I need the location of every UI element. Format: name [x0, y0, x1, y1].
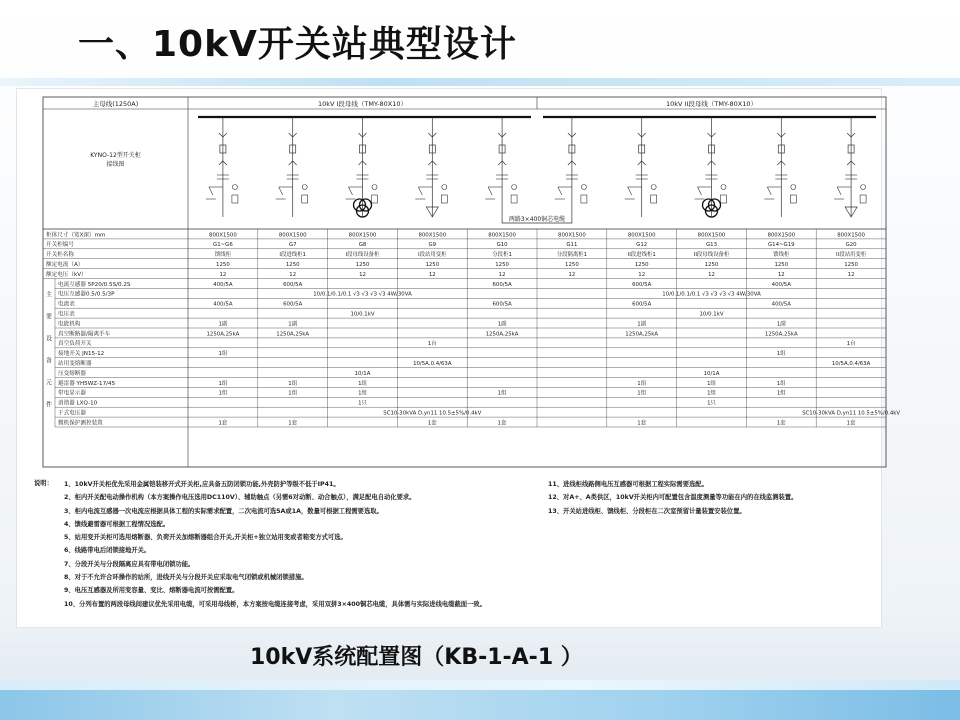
- table-cell: 1副: [218, 321, 228, 328]
- table-cell: 1组: [218, 390, 228, 397]
- table-cell: 1套: [218, 420, 228, 427]
- row-label: 电流互感器 5P20/0.5S/0.2S: [58, 281, 131, 288]
- table-cell: 10/0.1kV: [699, 311, 724, 318]
- table-cell: 1副: [637, 321, 647, 328]
- earth-switch-symbol: [209, 187, 213, 195]
- group-label-char: 设: [45, 335, 53, 343]
- table-cell: 1组: [776, 390, 786, 397]
- indicator-symbol: [512, 185, 517, 190]
- table-cell: 800X1500: [348, 232, 377, 239]
- table-cell: 12: [359, 271, 366, 278]
- table-cell: 1套: [497, 420, 507, 427]
- table-cell: 800X1500: [697, 232, 726, 239]
- table-cell: G9: [428, 242, 437, 249]
- table-cell: I段母线设备柜: [345, 252, 380, 259]
- earth-switch-symbol: [767, 187, 771, 195]
- table-cell: 800X1500: [767, 232, 796, 239]
- group-label-char: 元: [45, 379, 53, 387]
- earth-switch-symbol: [837, 187, 841, 195]
- group-label-char: 备: [45, 357, 53, 365]
- table-cell: 12: [428, 271, 436, 278]
- table-cell: G13: [705, 242, 718, 249]
- notes-block: [30, 478, 870, 618]
- table-cell: 1台: [427, 341, 437, 348]
- table-cell: 400/5A: [771, 281, 791, 288]
- table-cell: 12: [708, 271, 715, 278]
- table-cell: 1250: [285, 262, 300, 268]
- slide-title: 一、10kV开关站典型设计: [78, 24, 517, 65]
- table-cell: 1只: [358, 400, 367, 407]
- table-cell: G14~G19: [768, 242, 795, 249]
- table-cell: 800X1500: [209, 232, 237, 239]
- table-cell: 1组: [358, 390, 367, 397]
- note-item: 1、10kV开关柜优先采用金属铠装移开式开关柜,应具备五防闭锁功能,外壳防护等级不低于IP41。: [64, 481, 340, 488]
- row-label: 压变熔断器: [58, 370, 86, 377]
- indicator-symbol: [651, 185, 656, 190]
- row-label: 消谐器 LXQ-10: [58, 400, 98, 407]
- earth-switch-symbol: [279, 187, 283, 195]
- table-cell: 10/0.1/0.1/0.1 √3 √3 √3 √3 4W/30VA: [662, 291, 761, 298]
- table-cell: 1250: [355, 262, 370, 268]
- table-cell: 12: [847, 271, 855, 278]
- table-cell: G10: [496, 242, 508, 249]
- table-cell: 400/5A: [213, 281, 233, 288]
- table-cell: 600/5A: [632, 281, 652, 288]
- table-cell: 1组: [707, 390, 716, 397]
- note-item: 9、电压互感器及所用变容量、变比、熔断器电流可按需配置。: [64, 587, 239, 595]
- note-item: 5、站用变开关柜可选用熔断器、负荷开关加熔断器组合开关,开关柜+独立站用变或者箱变方式可选。: [64, 534, 347, 542]
- table-cell: SC10-30kVA D,yn11 10.5±5%/0.4kV: [802, 410, 901, 417]
- table-cell: G12: [636, 242, 648, 249]
- earth-switch-symbol: [418, 187, 422, 195]
- main-bus-label: 主母线(1250A): [92, 100, 139, 108]
- indicator-symbol: [861, 185, 866, 190]
- table-cell: 800X1500: [488, 232, 516, 239]
- table-cell: 1组: [218, 351, 228, 358]
- table-cell: 600/5A: [492, 301, 512, 308]
- bus2-label: 10kV II段母线（TMY-80X10）: [666, 100, 757, 108]
- table-cell: 400/5A: [771, 301, 791, 308]
- table-cell: 1250A,25kA: [276, 331, 310, 338]
- table-cell: G8: [358, 242, 367, 249]
- table-cell: 800X1500: [278, 232, 307, 239]
- row-label: 干式电压器: [58, 410, 86, 417]
- footer-bar: [0, 690, 960, 720]
- table-cell: 1组: [288, 390, 298, 397]
- note-item: 3、柜内电流互感器一次电流应根据具体工程的实际需求配置，二次电流可选5A或1A，数量可根据工程需要选取。: [64, 507, 383, 515]
- table-cell: 12: [289, 271, 297, 278]
- table-cell: 12: [219, 271, 227, 278]
- table-cell: 1组: [637, 380, 647, 387]
- table-cell: 1250: [844, 262, 858, 268]
- row-label: 开关柜编号: [46, 242, 74, 249]
- row-label: 柜体尺寸（宽X深）mm: [46, 232, 106, 239]
- table-cell: 10/1A: [703, 370, 720, 377]
- footer-accent-bar: [0, 680, 960, 690]
- arrester-symbol: [651, 195, 657, 203]
- bus1-label: 10kV I段母线（TMY-80X10）: [317, 100, 408, 108]
- earth-switch-symbol: [488, 187, 492, 195]
- table-cell: 10/0.1/0.1/0.1 √3 √3 √3 √3 4W/30VA: [313, 291, 412, 298]
- table-cell: II段站用变柜: [836, 252, 867, 259]
- indicator-symbol: [232, 185, 237, 190]
- earth-switch-symbol: [628, 187, 632, 195]
- row-label: 带电显示器: [58, 390, 86, 397]
- row-label: 真空断路器/隔离手车: [58, 331, 111, 338]
- table-cell: 10/1A: [354, 370, 371, 377]
- table-cell: 1250: [774, 262, 789, 268]
- table-cell: G11: [566, 242, 578, 249]
- table-cell: 1组: [288, 380, 298, 387]
- table-cell: 12: [638, 271, 646, 278]
- note-item: 13、开关站进线柜、馈线柜、分段柜在二次室预留计量装置安装位置。: [548, 507, 746, 515]
- indicator-symbol: [302, 185, 307, 190]
- row-label: 额定电流（A）: [46, 262, 84, 268]
- table-cell: 10/0.1kV: [350, 311, 375, 318]
- table-cell: 1250: [425, 262, 440, 268]
- arrester-symbol: [790, 195, 796, 203]
- table-cell: II段母线设备柜: [693, 252, 730, 259]
- table-cell: 1组: [776, 351, 786, 358]
- notes-right-column: [548, 478, 868, 518]
- row-label: 避雷器 YH5WZ-17/45: [58, 380, 116, 387]
- table-cell: 1组: [358, 380, 367, 387]
- note-item: 6、线路带电后闭锁接地开关。: [64, 547, 151, 555]
- table-cell: 10/5A,0.4/63A: [413, 361, 452, 367]
- indicator-symbol: [581, 185, 586, 190]
- table-cell: 600/5A: [632, 301, 652, 308]
- arrester-symbol: [372, 195, 378, 203]
- table-cell: 800X1500: [627, 232, 656, 239]
- table-cell: 1250: [565, 262, 579, 268]
- indicator-symbol: [442, 185, 447, 190]
- table-cell: 1套: [637, 420, 647, 427]
- row-label: 电能机构: [58, 321, 81, 328]
- table-cell: 1250A,25kA: [625, 331, 659, 338]
- table-cell: 1250A,25kA: [206, 331, 240, 338]
- note-item: 7、分段开关与分段隔离应具有带电闭锁功能。: [64, 560, 195, 568]
- table-cell: 12: [498, 271, 506, 278]
- table-cell: 1250A,25kA: [485, 331, 519, 338]
- table-cell: 10/5A,0.4/63A: [831, 361, 871, 367]
- row-label: 电压互感器0.5/0.5/3P: [58, 291, 115, 298]
- table-cell: 1副: [497, 321, 507, 328]
- figure-caption: 10kV系统配置图（KB-1-A-1 ）: [250, 645, 583, 670]
- table-cell: 1组: [707, 380, 716, 387]
- table-cell: 800X1500: [558, 232, 586, 239]
- cable-label: 两路3×400铜芯电缆: [508, 216, 566, 223]
- note-item: 12、对A+、A类供区，10kV开关柜内可配置包含温度测量等功能在内的在线监测装置。: [548, 494, 798, 502]
- table-cell: 分段柜1: [492, 252, 512, 259]
- table-cell: G20: [845, 242, 857, 249]
- row-label: 真空负荷开关: [58, 341, 92, 348]
- row-label: 电流表: [58, 301, 75, 308]
- table-cell: 1250: [495, 262, 509, 268]
- table-cell: 600/5A: [492, 281, 512, 288]
- table-cell: 800X1500: [837, 232, 865, 239]
- table-cell: 1台: [846, 341, 856, 348]
- note-item: 8、对于不允许合环操作的站所，进线开关与分段开关应采取电气闭锁或机械闭锁措施。: [64, 574, 308, 582]
- table-cell: 1250A,25kA: [764, 331, 798, 338]
- table-cell: 分段隔离柜1: [556, 252, 588, 259]
- table-cell: 1副: [288, 321, 298, 328]
- title-underline-bar: [0, 78, 960, 86]
- arrester-symbol: [232, 195, 238, 203]
- note-item: 10、分列布置的两段母线间建议优先采用电缆，可采用母线桥，本方案按电缆连接考虑，采用双拼3×400铜芯电缆，具体需与实际进线电缆截面一致。: [64, 600, 486, 608]
- table-cell: 1组: [218, 380, 228, 387]
- indicator-symbol: [372, 185, 377, 190]
- table-cell: 1只: [707, 400, 716, 407]
- row-label: 额定电压（kV）: [46, 271, 87, 278]
- table-cell: 1组: [497, 390, 507, 397]
- table-cell: 1组: [637, 390, 647, 397]
- table-cell: G7: [288, 242, 297, 249]
- table-cell: G1~G6: [213, 242, 233, 249]
- table-cell: I段进线柜1: [279, 252, 306, 259]
- indicator-symbol: [791, 185, 796, 190]
- row-label: 电压表: [58, 311, 75, 318]
- arrester-symbol: [860, 195, 866, 203]
- table-cell: 1套: [776, 420, 786, 427]
- table-cell: 1副: [776, 321, 786, 328]
- earth-switch-symbol: [698, 187, 702, 195]
- table-cell: 600/5A: [283, 301, 303, 308]
- table-cell: 1250: [634, 262, 649, 268]
- table-cell: 1套: [427, 420, 437, 427]
- notes-left-column: [64, 478, 534, 611]
- note-item: 11、进线柜线路侧电压互感器可根据工程实际需要选配。: [548, 481, 708, 488]
- note-item: 4、馈线避雷器可根据工程情况选配。: [64, 520, 170, 528]
- table-cell: 600/5A: [283, 281, 303, 288]
- indicator-symbol: [721, 185, 726, 190]
- table-cell: 1250: [216, 262, 230, 268]
- table-cell: 800X1500: [418, 232, 447, 239]
- group-label-char: 主: [45, 291, 53, 299]
- arrester-symbol: [511, 195, 517, 203]
- notes-label: 说明：: [34, 480, 53, 487]
- table-cell: 400/5A: [213, 301, 233, 308]
- table-cell: I段站用变柜: [418, 252, 447, 259]
- table-cell: II段进线柜1: [627, 252, 656, 259]
- table-cell: 12: [568, 271, 576, 278]
- group-label-char: 要: [45, 313, 53, 321]
- arrester-symbol: [441, 195, 447, 203]
- table-cell: SC10-30kVA D,yn11 10.5±5%/0.4kV: [383, 410, 482, 417]
- table-cell: 馈线柜: [214, 252, 231, 259]
- table-cell: 12: [777, 271, 785, 278]
- earth-switch-symbol: [349, 187, 353, 195]
- table-cell: 馈线柜: [773, 252, 790, 259]
- note-item: 2、柜内开关配电动操作机构（本方案操作电压选用DC110V）、辅助触点（另需6对动断、动合触点），满足配电自动化要求。: [64, 494, 416, 502]
- table-cell: 1套: [288, 420, 298, 427]
- side-label-line2: 接线图: [106, 161, 125, 168]
- arrester-symbol: [581, 195, 587, 203]
- row-label: 接地开关 JN15-12: [58, 351, 105, 358]
- table-cell: 1250: [704, 262, 719, 268]
- table-cell: 1组: [776, 380, 786, 387]
- table-cell: 1套: [846, 420, 856, 427]
- row-label: 微机保护测控装置: [58, 420, 103, 427]
- side-label-line1: KYNO-12型开关柜: [90, 152, 141, 159]
- row-label: 开关柜名称: [46, 252, 74, 259]
- earth-switch-symbol: [558, 187, 562, 195]
- group-label-char: 件: [45, 401, 53, 409]
- row-label: 站用变熔断器: [58, 361, 92, 367]
- arrester-symbol: [302, 195, 308, 203]
- arrester-symbol: [721, 195, 727, 203]
